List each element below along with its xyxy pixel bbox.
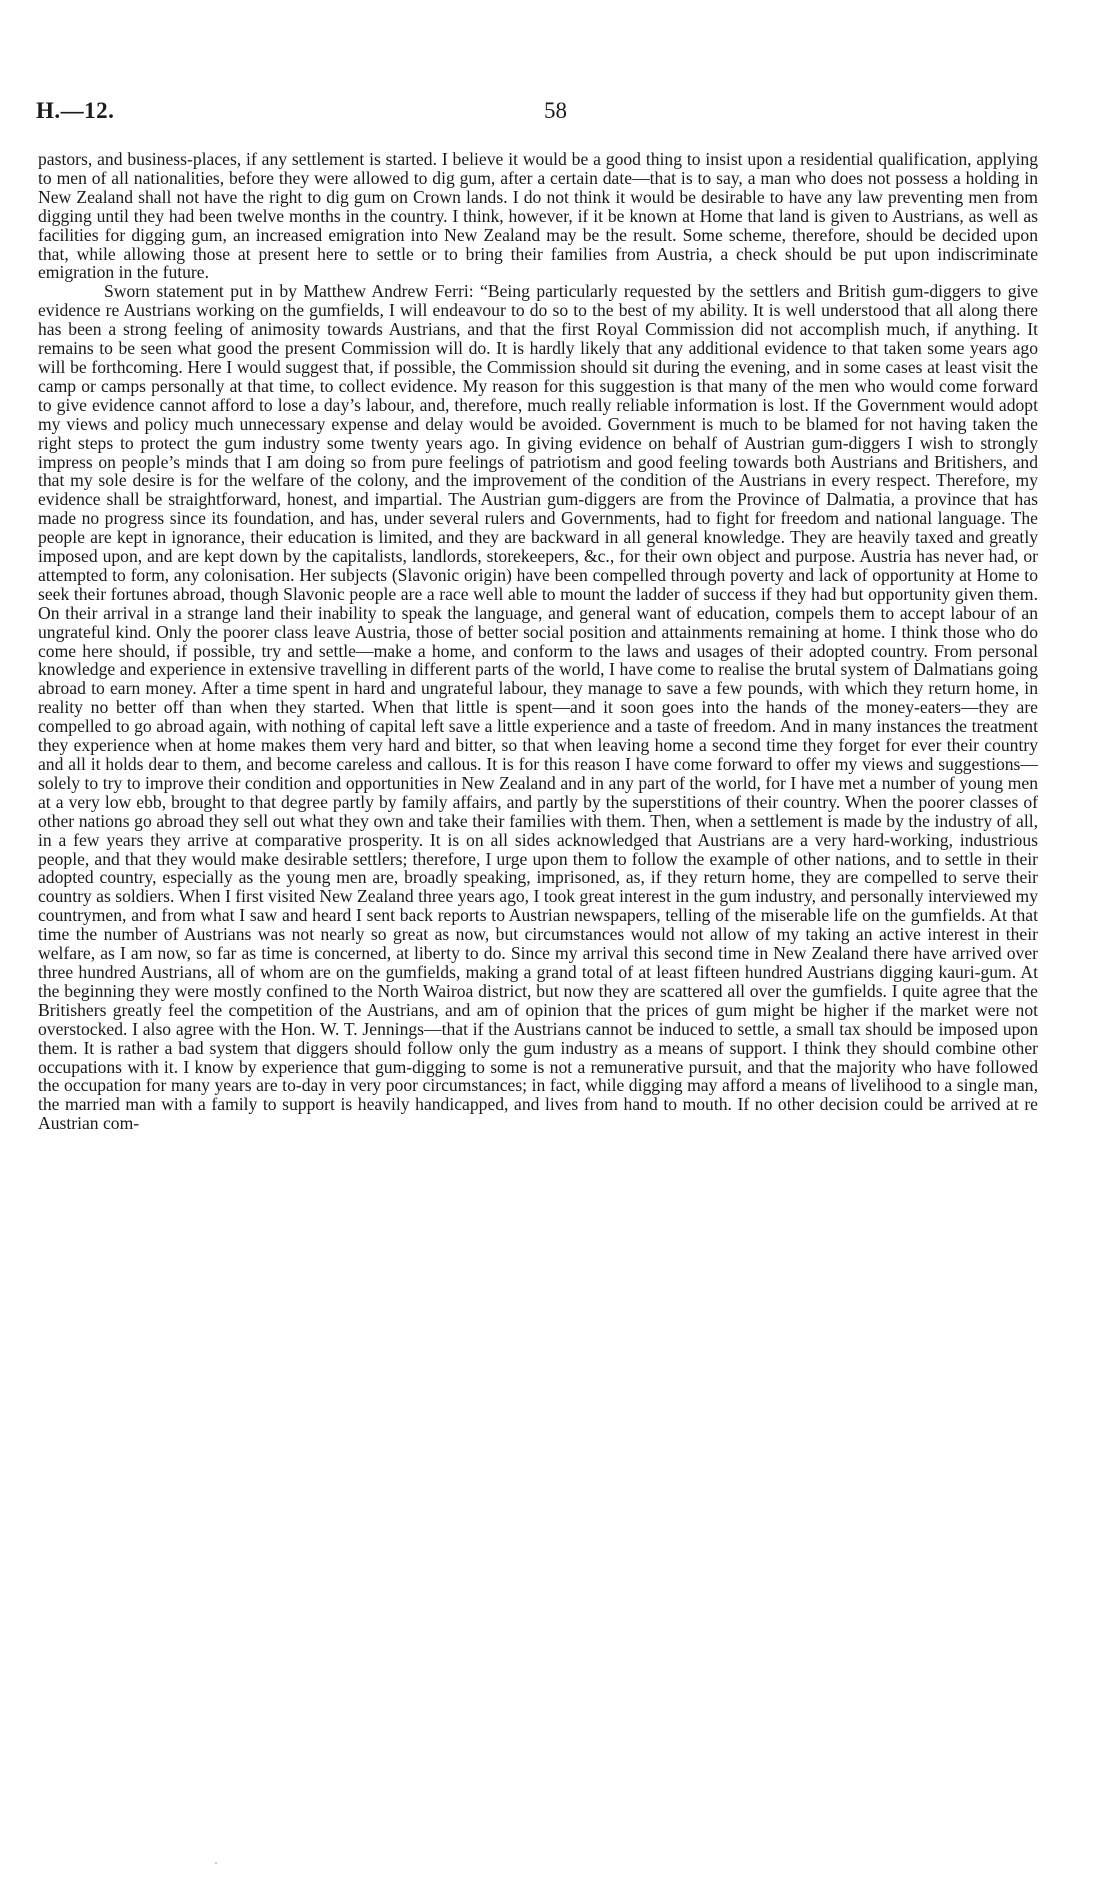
paragraph-sworn-statement: Sworn statement put in by Matthew Andrew Ferri: “Being particularly requested by the settlers and British gum-diggers to give evidence re Austrians working on the gumfields, I will endeavour to do so to the best of my ability. It is well understood that all along there has been a strong feeling of animosity towards Austrians, and that the first Royal Commission did not accomplish much, if anything. It remains to be seen what good the present Commission will do. It is hardly likely that any additional evidence to that taken some years ago will be forthcoming. Here I would suggest that, if possible, the Commission should sit during the evening, and in some cases at least visit the camp or camps personally at that time, to collect evidence. My reason for this suggestion is that many of the men who would come forward to give evidence cannot afford to lose a day’s labour, and, therefore, much really reliable information is lost. If the Government would adopt my views and policy much unnecessary expense and delay would be avoided. Government is much to be blamed for not having taken the right steps to protect the gum industry some twenty years ago. In giving evidence on behalf of Austrian gum-diggers I wish to strongly impress on people’s minds that I am doing so from pure feelings of patriotism and good feeling towards both Austrians and Britishers, and that my sole desire is for the welfare of the colony, and the improvement of the condition of the Austrians in every respect. Therefore, my evidence shall be straightforward, honest, and impartial. The Austrian gum-diggers are from the Province of Dalmatia, a province that has made no progress since its foundation, and has, under several rulers and Governments, had to fight for freedom and national language. The people are kept in ignorance, their education is limited, and they are backward in all general knowledge. They are heavily taxed and greatly imposed upon, and are kept down by the capitalists, landlords, storekeepers, &c., for their own object and purpose. Austria has never had, or attempted to form, any colonisation. Her subjects (Slavonic origin) have been compelled through poverty and lack of opportunity at Home to seek their fortunes abroad, though Slavonic people are a race well able to mount the ladder of success if they had but opportunity given them. On their arrival in a strange land their inability to speak the language, and general want of education, compels them to accept labour of an ungrateful kind. Only the poorer class leave Austria, those of better social position and attainments remaining at home. I think those who do come here should, if possible, try and settle—make a home, and conform to the laws and usages of their adopted country. From personal knowledge and experience in extensive travelling in different parts of the world, I have come to realise the brutal system of Dalmatians going abroad to earn money. After a time spent in hard and ungrateful labour, they manage to save a few pounds, with which they return home, in reality no better off than when they started. When that little is spent—and it soon goes into the hands of the money-eaters—they are compelled to go abroad again, with nothing of capital left save a little experience and a taste of freedom. And in many instances the treatment they experience when at home makes them very hard and bitter, so that when leaving home a second time they forget for ever their country and all it holds dear to them, and become careless and callous. It is for this reason I have come forward to offer my views and suggestions—solely to try to improve their condition and opportunities in New Zealand and in any part of the world, for I have met a number of young men at a very low ebb, brought to that degree partly by family affairs, and partly by the superstitions of their country. When the poorer classes of other nations go abroad they sell out what they own and take their families with them. Then, when a settlement is made by the industry of all, in a few years they arrive at comparative prosperity. It is on all sides acknowledged that Austrians are a very hard-working, industrious people, and that they would make desirable settlers; therefore, I urge upon them to follow the example of other nations, and to settle in their adopted country, especially as the young men are, broadly speaking, imprisoned, as, if they return home, they are compelled to serve their country as soldiers. When I first visited New Zealand three years ago, I took great interest in the gum industry, and personally interviewed my countrymen, and from what I saw and heard I sent back reports to Austrian newspapers, telling of the miserable life on the gumfields. At that time the number of Austrians was not nearly so great as now, but circumstances would not allow of my taking an active interest in their welfare, as I am now, so far as time is concerned, at liberty to do. Since my arrival this second time in New Zealand there have arrived over three hundred Austrians, all of whom are on the gumfields, making a grand total of at least fifteen hundred Austrians digging kauri-gum. At the beginning they were mostly confined to the North Wairoa district, but now they are scattered all over the gumfields. I quite agree that the Britishers greatly feel the competition of the Austrians, and am of opinion that the prices of gum might be higher if the market were not overstocked. I also agree with the Hon. W. T. Jennings—that if the Austrians cannot be induced to settle, a small tax should be imposed upon them. It is rather a bad system that diggers should follow only the gum industry as a means of support. I think they should combine other occupations with it. I know by experience that gum-digging to some is not a remunerative pursuit, and that the majority who have followed the occupation for many years are to-day in very poor circumstances; in fact, while digging may afford a means of livelihood to a single man, the married man with a family to support is heavily handicapped, and lives from hand to mouth. If no other decision could be arrived at re Austrian com- <box>38 281 1038 1134</box>
body-text <box>38 150 1038 1133</box>
scan-speck <box>215 1862 217 1864</box>
paragraph-continuation: pastors, and business-places, if any settlement is started. I believe it would be a good thing to insist upon a residential qualification, applying to men of all nationalities, before they were allowed to dig gum, after a certain date—that is to say, a man who does not possess a holding in New Zealand shall not have the right to dig gum on Crown lands. I do not think it would be desirable to have any law preventing men from digging until they had been twelve months in the country. I think, however, if it be known at Home that land is given to Austrians, as well as facilities for digging gum, an increased emigration into New Zealand may be the result. Some scheme, therefore, should be decided upon that, while allowing those at present here to settle or to bring their families from Austria, a check should be put upon indiscriminate emigration in the future. <box>38 149 1038 283</box>
document-reference: H.—12. <box>36 98 115 123</box>
page-number: 58 <box>544 98 567 123</box>
page-header <box>36 98 1036 132</box>
